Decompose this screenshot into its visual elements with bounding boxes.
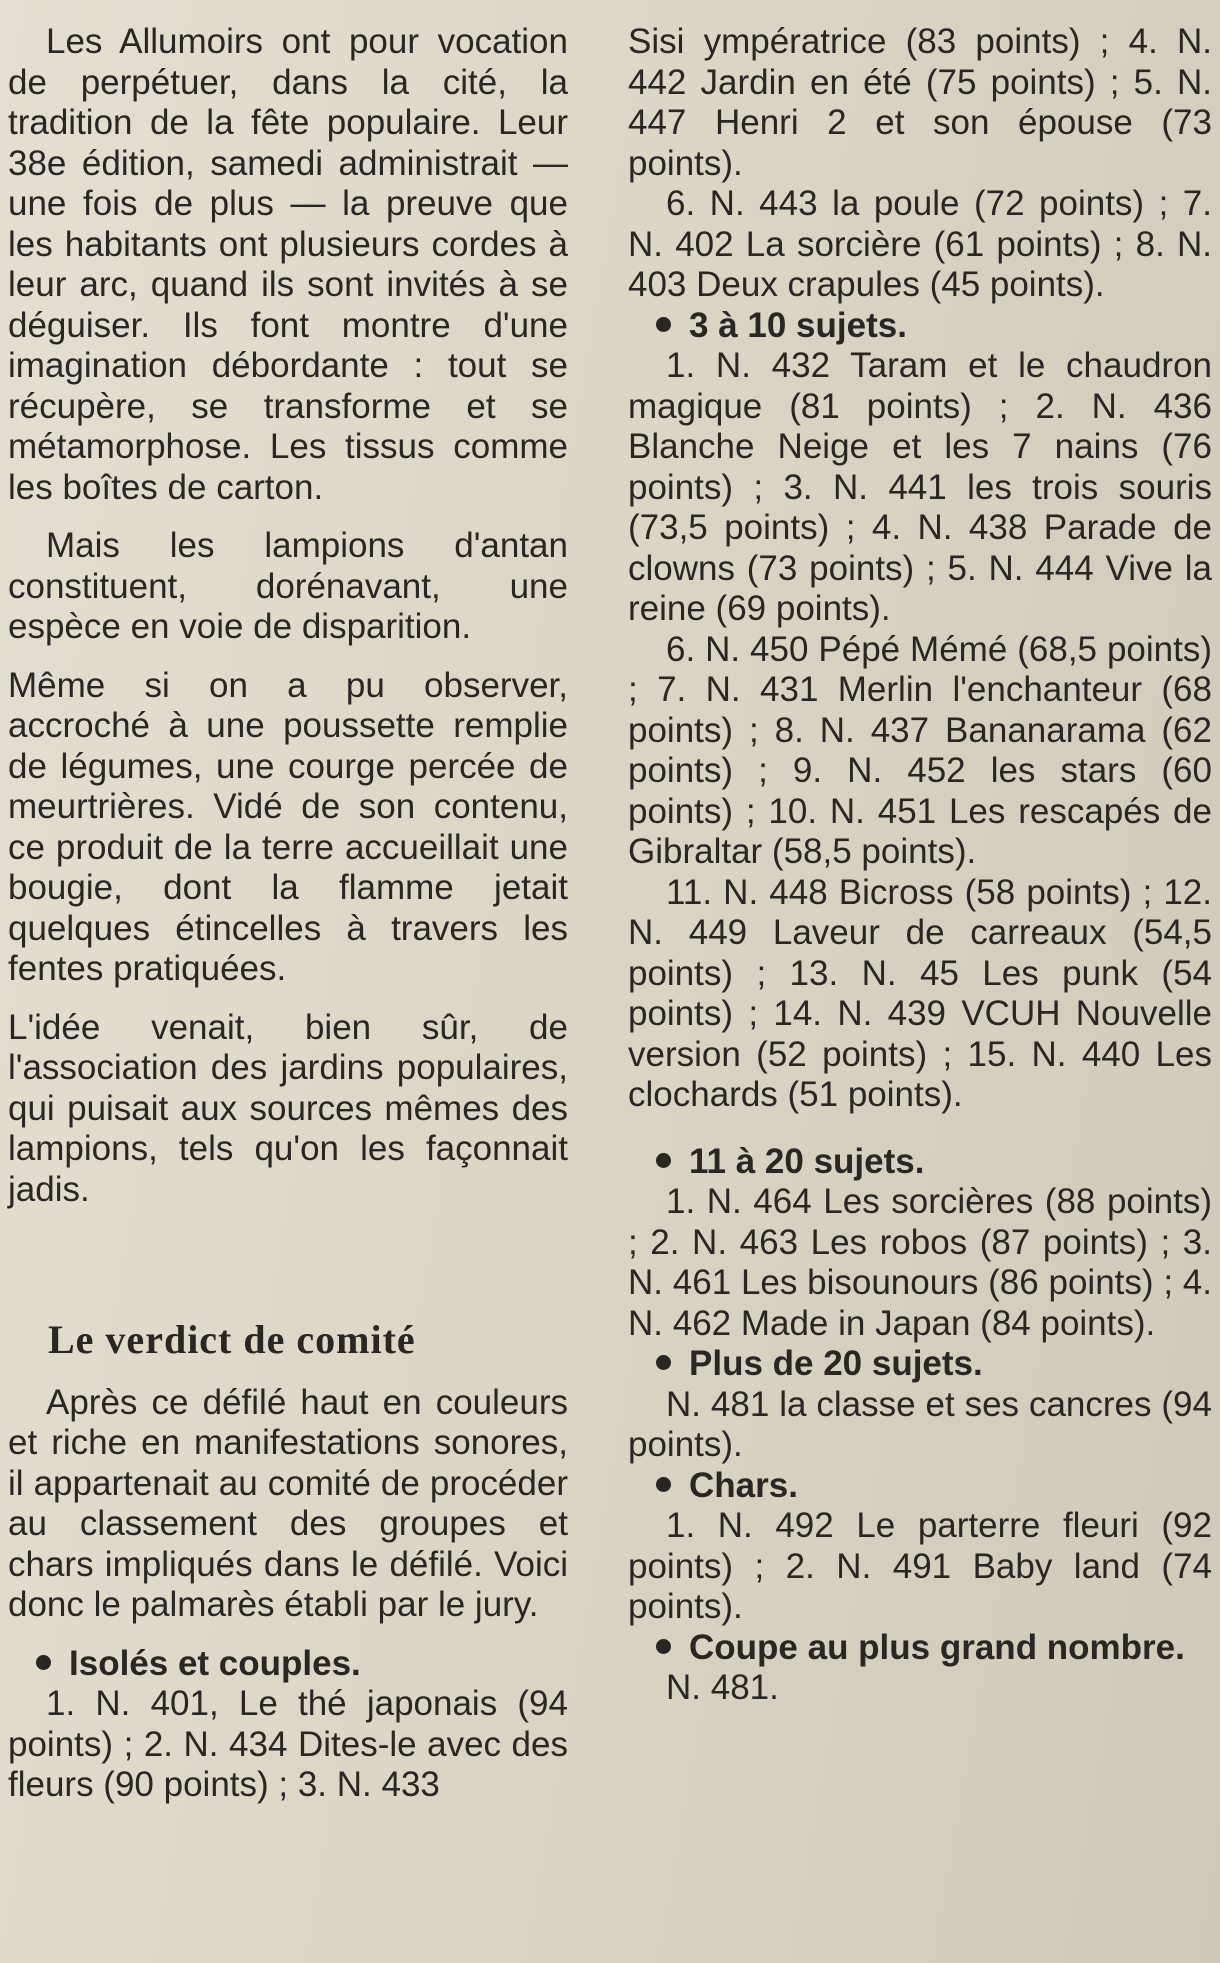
association-paragraph: L'idée venait, bien sûr, de l'association des jardins populaires, qui puisait aux sources mêmes des lampions, tels qu'on les façonnait jadis. — [8, 1007, 568, 1209]
left-column — [8, 22, 568, 1806]
bullet-icon — [36, 1655, 51, 1670]
category-chars-text: 1. N. 492 Le parterre fleuri (92 points) ; 2. N. 491 Baby land (74 points). — [628, 1506, 1212, 1626]
category-isoles-continued: Sisi ympératrice (83 points) ; 4. N. 442 Jardin en été (75 points) ; 5. N. 447 Henri 2 et son épouse (73 points). — [628, 22, 1212, 183]
bullet-icon — [656, 1355, 671, 1370]
lampions-paragraph: Mais les lampions d'antan constituent, dorénavant, une espèce en voie de disparition. — [8, 526, 568, 646]
category-isoles-continued-2: 6. N. 443 la poule (72 points) ; 7. N. 402 La sorcière (61 points) ; 8. N. 403 Deux crapules (45 points). — [628, 184, 1212, 304]
category-plus-20-text: N. 481 la classe et ses cancres (94 points). — [628, 1384, 1212, 1464]
category-3-10-title: 3 à 10 sujets. — [628, 306, 1212, 347]
category-3-10-text-3: 11. N. 448 Bicross (58 points) ; 12. N. 449 Laveur de carreaux (54,5 points) ; 13. N. 45 Les punk (54 points) ; 14. N. 439 VCUH Nouvelle version (52 points) ; 15. N. 440 Les clochards (51 points). — [628, 872, 1212, 1114]
category-11-20-title: 11 à 20 sujets. — [628, 1142, 1212, 1183]
category-coupe-text: N. 481. — [666, 1668, 779, 1707]
bullet-icon — [656, 1639, 671, 1654]
category-isoles-text: 1. N. 401, Le thé japonais (94 points) ; 2. N. 434 Dites-le avec des fleurs (90 points) ; 3. N. 433 — [8, 1684, 568, 1804]
right-column — [628, 22, 1212, 1709]
category-isoles-title: Isolés et couples. — [8, 1644, 568, 1685]
intro-paragraph: Les Allumoirs ont pour vocation de perpétuer, dans la cité, la tradition de la fête populaire. Leur 38e édition, samedi administrait — une fois de plus — la preuve que les habitants ont plusieurs cordes à leur arc, quand ils sont invités à se déguiser. Ils font montre d'une imagination débordante : tout se récupère, se transforme et se métamorphose. Les tissus comme les boîtes de carton. — [8, 22, 568, 507]
section-heading: Le verdict de comité — [48, 1317, 416, 1362]
bullet-icon — [656, 317, 671, 332]
category-11-20-text: 1. N. 464 Les sorcières (88 points) ; 2. N. 463 Les robos (87 points) ; 3. N. 461 Les bisounours (86 points) ; 4. N. 462 Made in Japan (84 points). — [628, 1182, 1212, 1343]
category-chars-title: Chars. — [628, 1466, 1212, 1507]
category-3-10-text-2: 6. N. 450 Pépé Mémé (68,5 points) ; 7. N. 431 Merlin l'enchanteur (68 points) ; 8. N. 437 Bananarama (62 points) ; 9. N. 452 les stars (60 points) ; 10. N. 451 Les rescapés de Gibraltar (58,5 points). — [628, 629, 1212, 871]
bullet-icon — [656, 1153, 671, 1168]
category-plus-20-title: Plus de 20 sujets. — [628, 1344, 1212, 1385]
bullet-icon — [656, 1477, 671, 1492]
verdict-paragraph: Après ce défilé haut en couleurs et riche en manifestations sonores, il appartenait au comité de procéder au classement des groupes et chars impliqués dans le défilé. Voici donc le palmarès établi par le jury. — [8, 1382, 568, 1624]
courge-paragraph: Même si on a pu observer, accroché à une poussette remplie de légumes, une courge percée de meurtrières. Vidé de son contenu, ce produit de la terre accueillait une bougie, dont la flamme jetait quelques étincelles à travers les fentes pratiquées. — [8, 665, 568, 988]
category-3-10-text-1: 1. N. 432 Taram et le chaudron magique (81 points) ; 2. N. 436 Blanche Neige et les 7 nains (76 points) ; 3. N. 441 les trois souris (73,5 points) ; 4. N. 438 Parade de clowns (73 points) ; 5. N. 444 Vive la reine (69 points). — [628, 346, 1212, 628]
category-coupe-title: Coupe au plus grand nombre. — [628, 1628, 1212, 1669]
